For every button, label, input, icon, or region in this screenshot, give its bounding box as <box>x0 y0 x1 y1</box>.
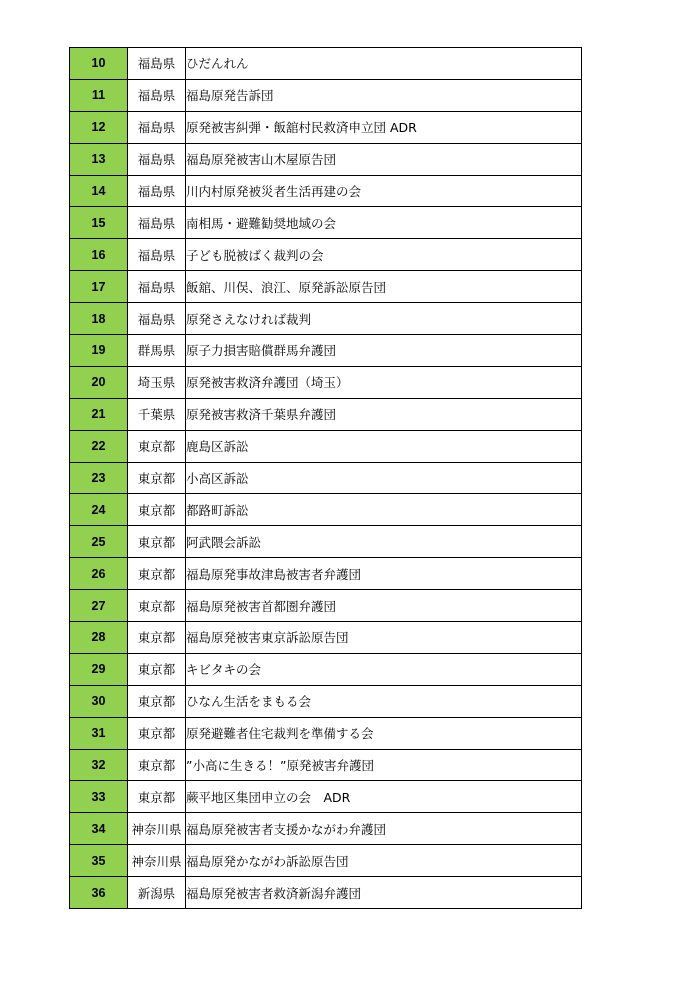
row-number-cell: 35 <box>70 845 128 877</box>
row-number-cell: 15 <box>70 207 128 239</box>
organization-table <box>69 47 582 909</box>
row-number-cell: 17 <box>70 271 128 303</box>
organization-name-cell: 福島原発事故津島被害者弁護団 <box>186 558 582 590</box>
organization-name-cell: 原発さえなければ裁判 <box>186 303 582 335</box>
organization-name-cell: 福島原発被害山木屋原告団 <box>186 143 582 175</box>
row-number-cell: 22 <box>70 430 128 462</box>
organization-name-cell: キビタキの会 <box>186 653 582 685</box>
organization-name-cell: 福島原発被害首都圏弁護団 <box>186 590 582 622</box>
table-row <box>70 366 582 398</box>
row-number-cell: 26 <box>70 558 128 590</box>
row-number-cell: 27 <box>70 590 128 622</box>
row-number-cell: 10 <box>70 48 128 80</box>
table-row <box>70 877 582 909</box>
row-number-cell: 21 <box>70 398 128 430</box>
prefecture-cell: 東京都 <box>128 653 186 685</box>
row-number-cell: 12 <box>70 111 128 143</box>
row-number-cell: 19 <box>70 335 128 367</box>
table-row <box>70 494 582 526</box>
prefecture-cell: 福島県 <box>128 111 186 143</box>
prefecture-cell: 東京都 <box>128 430 186 462</box>
table-row <box>70 558 582 590</box>
organization-name-cell: 鹿島区訴訟 <box>186 430 582 462</box>
row-number-cell: 23 <box>70 462 128 494</box>
row-number-cell: 14 <box>70 175 128 207</box>
row-number-cell: 13 <box>70 143 128 175</box>
table-row <box>70 813 582 845</box>
row-number-cell: 31 <box>70 717 128 749</box>
table-row <box>70 48 582 80</box>
table-row <box>70 111 582 143</box>
table-row <box>70 590 582 622</box>
organization-name-cell: 川内村原発被災者生活再建の会 <box>186 175 582 207</box>
table-row <box>70 175 582 207</box>
organization-name-cell: 阿武隈会訴訟 <box>186 526 582 558</box>
prefecture-cell: 福島県 <box>128 175 186 207</box>
row-number-cell: 34 <box>70 813 128 845</box>
organization-name-cell: 小高区訴訟 <box>186 462 582 494</box>
table-row <box>70 79 582 111</box>
prefecture-cell: 福島県 <box>128 143 186 175</box>
organization-name-cell: ひなん生活をまもる会 <box>186 685 582 717</box>
table-row <box>70 335 582 367</box>
row-number-cell: 25 <box>70 526 128 558</box>
organization-name-cell: 原子力損害賠償群馬弁護団 <box>186 335 582 367</box>
prefecture-cell: 神奈川県 <box>128 845 186 877</box>
organization-name-cell: 南相馬・避難勧奨地域の会 <box>186 207 582 239</box>
prefecture-cell: 東京都 <box>128 558 186 590</box>
organization-name-cell: ひだんれん <box>186 48 582 80</box>
prefecture-cell: 東京都 <box>128 717 186 749</box>
organization-name-cell: 原発避難者住宅裁判を準備する会 <box>186 717 582 749</box>
table-row <box>70 303 582 335</box>
organization-name-cell: 福島原発告訴団 <box>186 79 582 111</box>
table-row <box>70 239 582 271</box>
organization-name-cell: 都路町訴訟 <box>186 494 582 526</box>
table-row <box>70 685 582 717</box>
table-body <box>70 48 582 909</box>
prefecture-cell: 福島県 <box>128 48 186 80</box>
table-row <box>70 207 582 239</box>
table-row <box>70 462 582 494</box>
row-number-cell: 16 <box>70 239 128 271</box>
organization-name-cell: 福島原発被害者支援かながわ弁護団 <box>186 813 582 845</box>
table-row <box>70 749 582 781</box>
table-row <box>70 845 582 877</box>
table-row <box>70 781 582 813</box>
organization-name-cell: ”小高に生きる！”原発被害弁護団 <box>186 749 582 781</box>
prefecture-cell: 神奈川県 <box>128 813 186 845</box>
table-row <box>70 430 582 462</box>
prefecture-cell: 福島県 <box>128 79 186 111</box>
prefecture-cell: 東京都 <box>128 749 186 781</box>
prefecture-cell: 埼玉県 <box>128 366 186 398</box>
prefecture-cell: 千葉県 <box>128 398 186 430</box>
organization-name-cell: 原発被害救済千葉県弁護団 <box>186 398 582 430</box>
prefecture-cell: 群馬県 <box>128 335 186 367</box>
row-number-cell: 30 <box>70 685 128 717</box>
prefecture-cell: 東京都 <box>128 494 186 526</box>
organization-name-cell: 原発被害糾弾・飯舘村民救済申立団 ADR <box>186 111 582 143</box>
prefecture-cell: 福島県 <box>128 207 186 239</box>
prefecture-cell: 東京都 <box>128 622 186 654</box>
organization-name-cell: 福島原発かながわ訴訟原告団 <box>186 845 582 877</box>
prefecture-cell: 東京都 <box>128 590 186 622</box>
row-number-cell: 32 <box>70 749 128 781</box>
table-row <box>70 717 582 749</box>
organization-name-cell: 原発被害救済弁護団（埼玉） <box>186 366 582 398</box>
table-row <box>70 271 582 303</box>
table-row <box>70 622 582 654</box>
prefecture-cell: 東京都 <box>128 526 186 558</box>
prefecture-cell: 東京都 <box>128 685 186 717</box>
prefecture-cell: 福島県 <box>128 239 186 271</box>
organization-name-cell: 福島原発被害者救済新潟弁護団 <box>186 877 582 909</box>
table-row <box>70 526 582 558</box>
row-number-cell: 20 <box>70 366 128 398</box>
row-number-cell: 11 <box>70 79 128 111</box>
row-number-cell: 28 <box>70 622 128 654</box>
row-number-cell: 29 <box>70 653 128 685</box>
row-number-cell: 18 <box>70 303 128 335</box>
organization-name-cell: 飯舘、川俣、浪江、原発訴訟原告団 <box>186 271 582 303</box>
table-row <box>70 143 582 175</box>
prefecture-cell: 福島県 <box>128 303 186 335</box>
row-number-cell: 24 <box>70 494 128 526</box>
prefecture-cell: 東京都 <box>128 462 186 494</box>
prefecture-cell: 東京都 <box>128 781 186 813</box>
organization-name-cell: 福島原発被害東京訴訟原告団 <box>186 622 582 654</box>
prefecture-cell: 福島県 <box>128 271 186 303</box>
organization-name-cell: 子ども脱被ばく裁判の会 <box>186 239 582 271</box>
row-number-cell: 36 <box>70 877 128 909</box>
organization-name-cell: 蕨平地区集団申立の会 ADR <box>186 781 582 813</box>
row-number-cell: 33 <box>70 781 128 813</box>
table-row <box>70 398 582 430</box>
table-row <box>70 653 582 685</box>
prefecture-cell: 新潟県 <box>128 877 186 909</box>
